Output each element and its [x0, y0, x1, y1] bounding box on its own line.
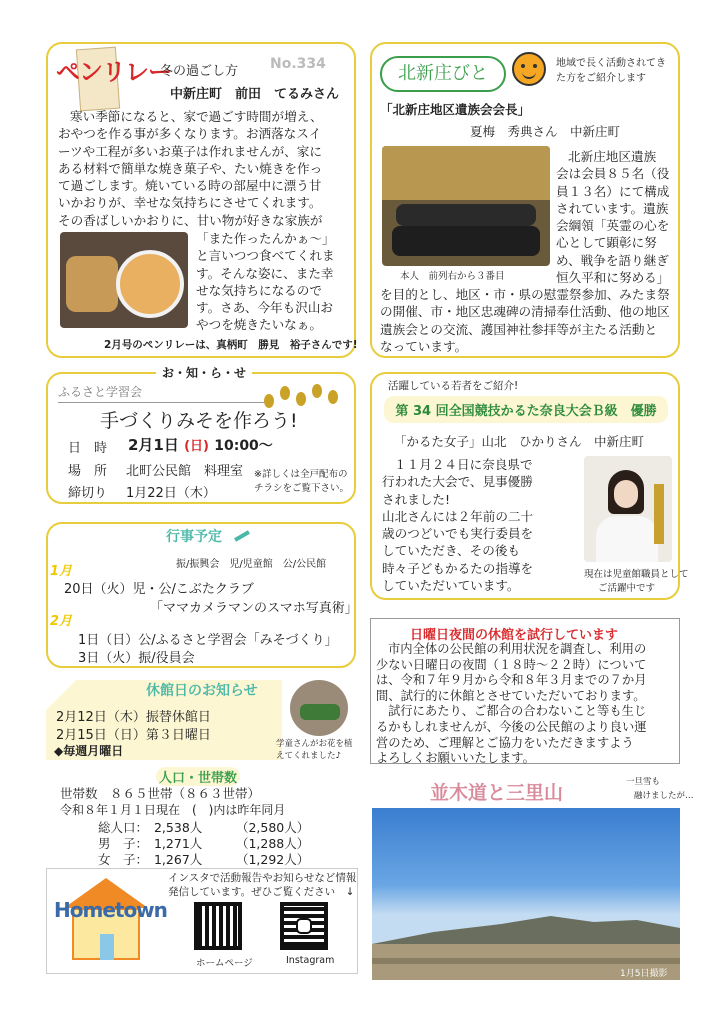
jan-event: 20日（火）児・公/こぶたクラブ: [64, 582, 254, 597]
sunday-line: るかもしれませんが、今後の公民館のより良い運: [376, 719, 647, 734]
scenery-note: 融けましたが…: [634, 791, 694, 801]
kitashinjo-side-line: 会は会員８５名（役: [556, 166, 670, 182]
penrelay-side-line: す。そんな姿に、また幸: [196, 265, 334, 281]
oshirase-note: ※詳しくは全戸配布のチラシをご覧下さい。: [254, 469, 350, 494]
penrelay-side-line: せな気持ちになるので: [196, 282, 322, 298]
oshirase-deadline-value: 1月22日（木）: [126, 486, 216, 501]
population-value: 1,271人: [153, 836, 203, 851]
youth-line: １１月２４日に奈良県で: [394, 457, 533, 472]
penrelay-line: て過ごします。焼いている時の部屋中に漂う甘: [58, 178, 322, 194]
youth-body: [382, 456, 582, 594]
kitashinjo-side-line: 北新庄地区遺族: [568, 149, 657, 164]
kitashinjo-side-line: 員１３名）にて構成: [556, 183, 670, 199]
instagram-qr-label: Instagram: [286, 955, 335, 966]
date-day: (日): [184, 439, 209, 454]
sunday-line: よろしくお願いいたします。: [376, 751, 535, 766]
homepage-qr-icon[interactable]: [194, 902, 242, 950]
instagram-qr-icon[interactable]: [280, 902, 328, 950]
kitashinjo-side-line: 恒久平和に努める」: [556, 270, 670, 286]
closed-item: 2月15日（日）第３日曜日: [56, 728, 211, 743]
youth-intro: 活躍している若者をご紹介!: [388, 380, 519, 392]
sunday-line: 営のため、ご理解とご協力をいただきますよう: [376, 735, 634, 750]
oshirase-title: 手づくりみそを作ろう!: [100, 410, 298, 432]
population-asof: 令和８年１月１日現在 ( )内は昨年同月: [60, 803, 286, 817]
month-jan: 1月: [50, 564, 73, 579]
population-value: 2,538人: [153, 820, 203, 835]
kitashinjo-line: を目的とし、地区・市・県の慰霊祭参加、みたま祭: [380, 287, 670, 302]
population-prev: （1,292人）: [235, 852, 310, 867]
sunday-line: 間、試行的に休館とさせていただいております。: [376, 688, 646, 703]
sunday-line: 試行にあたり、ご都合の合わないこと等も生じ: [388, 704, 647, 719]
sunday-title: 日曜日夜間の休館を試行しています: [410, 628, 619, 643]
house-logo-icon: [54, 878, 158, 966]
penrelay-issue: No.334: [270, 56, 326, 72]
penrelay-line: おやつを作る事が多くなります。お洒落なスイ: [58, 126, 322, 142]
oshirase-date-value: [128, 434, 273, 455]
group-photo-caption: 本人 前列右から３番目: [400, 271, 505, 282]
sweets-photo: [60, 232, 188, 328]
penrelay-line: ある材料で簡単な焼き菓子や、たい焼きを作っ: [58, 160, 323, 176]
closed-note: ◆毎週月曜日: [54, 744, 124, 758]
sunday-body: [376, 642, 676, 767]
scenery-caption: 1月5日撮影: [620, 969, 668, 979]
kitashinjo-side: [556, 148, 678, 286]
karuta-caption: ご活躍中です: [598, 583, 656, 594]
youth-line: 行われた大会で、見事優勝: [382, 474, 533, 490]
penrelay-side-line: 「また作ったんかぁ～」: [196, 231, 335, 246]
penrelay-line: いかおりが、幸せな気持ちにさせてくれます。: [58, 195, 322, 211]
penrelay-side-line: やつを焼きたいなぁ。: [196, 317, 322, 333]
kitashinjo-title: 北新庄びと: [380, 56, 506, 92]
karuta-photo: [584, 456, 672, 562]
youth-line: されました!: [382, 491, 451, 507]
penrelay-body: [58, 108, 350, 229]
youth-name: 「かるた女子」山北 ひかりさん 中新庄町: [394, 434, 645, 449]
month-feb: 2月: [50, 614, 73, 629]
kitashinjo-line: 遺族会との交流、護国神社参拝等が主たる活動と: [380, 321, 658, 337]
flower-photo: [290, 680, 348, 736]
penrelay-line: 寒い季節になると、家で過ごす時間が増え、: [70, 109, 323, 124]
kitashinjo-intro: 地域で長く活動されてきた方をご紹介します: [556, 58, 666, 84]
kitashinjo-org: 「北新庄地区遺族会会長」: [380, 102, 531, 117]
sns-text: インスタで活動報告やお知らせなど情報: [168, 872, 357, 884]
youth-line: 時々子どもかるたの指導を: [382, 560, 534, 576]
oshirase-deadline-label: 締切り: [68, 486, 108, 501]
closed-title: 休館日のお知らせ: [146, 683, 258, 699]
youth-line: していただいています。: [382, 578, 520, 594]
kitashinjo-line: の開催、市・地区忠魂碑の清掃奉仕活動、他の地区: [380, 304, 670, 320]
penrelay-side-line: と言いつつ食べてくれま: [196, 248, 335, 264]
kitashinjo-side-line: め、戦争を語り継ぎ: [556, 252, 669, 268]
oshirase-place-value: 北町公民館 料理室: [126, 464, 244, 479]
penrelay-title: ペンリレー: [56, 58, 171, 86]
karuta-caption: 現在は児童館職員として: [584, 569, 689, 580]
events-title: 行事予定: [166, 529, 222, 545]
jan-event-detail: 「ママカメラマンのスマホ写真術」: [150, 601, 358, 616]
group-photo: [382, 146, 550, 266]
sunday-line: は、令和７年９月から令和８年３月までの７か月: [376, 673, 647, 688]
kitashinjo-body: [380, 286, 676, 355]
kitashinjo-side-line: 会綱領「英霊の心を: [556, 218, 670, 234]
kitashinjo-side-line: 心として顕彰に努: [556, 235, 657, 251]
kitashinjo-line: なっています。: [380, 338, 468, 354]
feb-event: 1日（日）公/ふるさと学習会「みそづくり」: [78, 633, 338, 648]
kitashinjo-person: 夏梅 秀典さん 中新庄町: [470, 124, 621, 139]
youth-line: 歳のつどいでも実行委員を: [382, 526, 534, 542]
youth-line: 山北さんには２年前の二十: [382, 508, 534, 524]
oshirase-date-label: 日 時: [68, 441, 108, 456]
population-label: 男 子：: [98, 836, 149, 851]
penrelay-author: 中新庄町 前田 てるみさん: [170, 87, 340, 102]
youth-title: 第 34 回全国競技かるた奈良大会Ｂ級 優勝: [384, 396, 668, 423]
population-label: 総人口：: [98, 820, 149, 835]
scenery-title: 並木道と三里山: [430, 782, 564, 804]
population-prev: （2,580人）: [235, 820, 310, 835]
oshirase-label: ふるさと学習会: [58, 383, 270, 403]
oshirase-place-label: 場 所: [68, 464, 108, 479]
oshirase-header: お・知・ら・せ: [156, 364, 252, 381]
sunday-line: 市内全体の公民館の利用状況を調査し、利用の: [388, 642, 647, 656]
penrelay-side-line: す。さあ、今年も沢山お: [196, 300, 334, 316]
smiley-face-icon: [512, 52, 546, 86]
sunday-line: 少ない日曜日の夜間（１８時～２２時）について: [376, 657, 647, 672]
sns-text: 発信しています。ぜひご覧ください ↓: [168, 886, 355, 898]
hometown-logo: Hometown: [54, 898, 167, 922]
population-households: 世帯数 ８６５世帯（８６３世帯）: [60, 786, 261, 801]
date-time: 10:00～: [214, 438, 273, 454]
population-prev: （1,288人）: [235, 836, 310, 851]
scenery-photo: [372, 808, 680, 980]
penrelay-subtitle: 冬の過ごし方: [160, 64, 239, 79]
feb-event: 3日（火）振/役員会: [78, 651, 195, 666]
penrelay-side: [196, 230, 354, 334]
date-value: 2月1日: [128, 436, 179, 454]
kitashinjo-side-line: されています。遺族: [556, 200, 669, 216]
youth-line: していただき、その後も: [382, 543, 521, 559]
closed-item: 2月12日（木）振替休館日: [56, 710, 211, 725]
scenery-note: 一旦雪も: [626, 777, 661, 787]
homepage-qr-label: ホームページ: [196, 958, 253, 969]
penrelay-line: その香ばしいかおりに、甘い物が好きな家族が: [58, 212, 323, 228]
population-value: 1,267人: [153, 852, 203, 867]
events-legend: 振/振興会 児/児童館 公/公民館: [176, 559, 327, 570]
population-label: 女 子：: [98, 852, 149, 867]
flower-caption: 学童さんがお花を植えてくれました♪: [276, 739, 353, 761]
penrelay-next: 2月号のペンリレーは、真柄町 勝見 裕子さんです!: [104, 339, 358, 351]
penrelay-line: ーツや工程が多いお菓子は作れませんが、家に: [58, 143, 322, 159]
population-title: 人口・世帯数: [156, 767, 240, 786]
population-row: [98, 850, 309, 868]
